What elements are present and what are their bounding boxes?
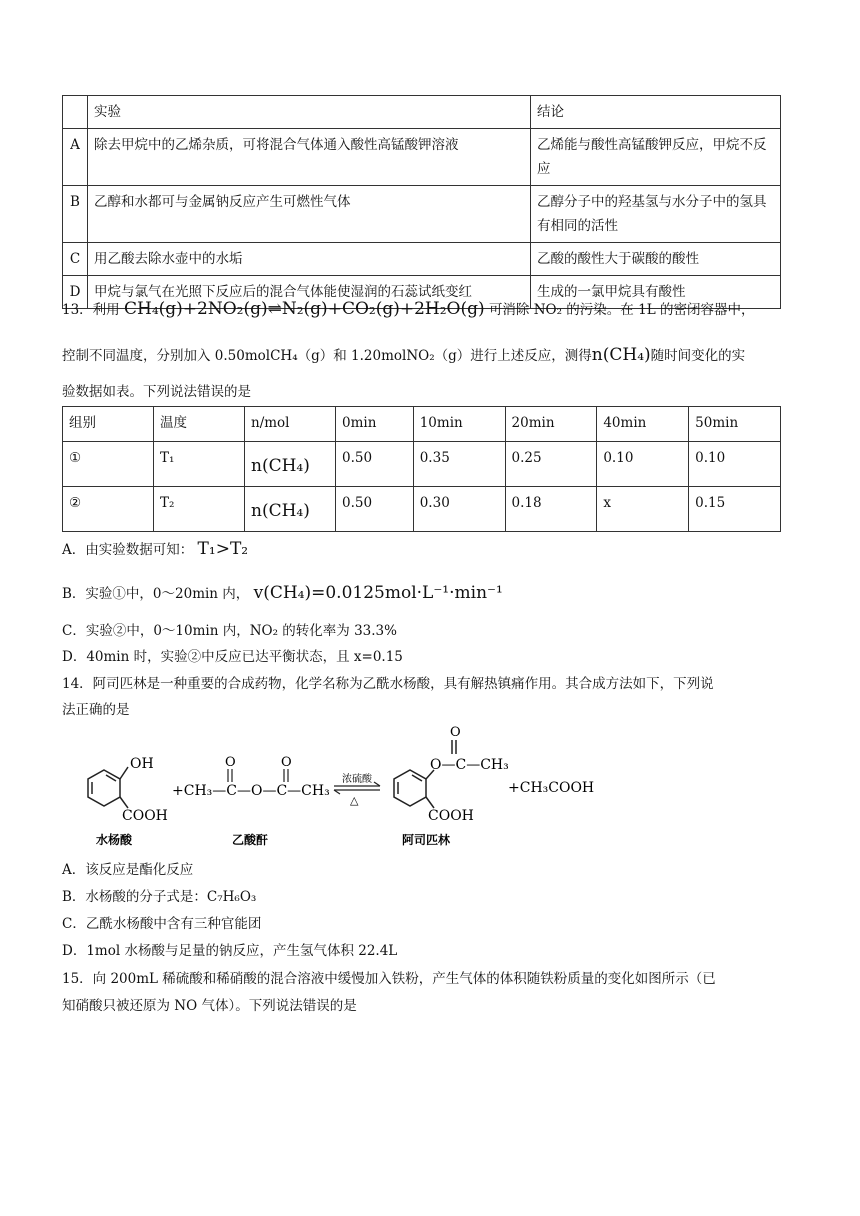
table-header-row [63,407,781,442]
header-cell: 50min [689,407,781,442]
q14-option-c: C．乙酰水杨酸中含有三种官能团 [62,916,262,932]
q14-option-a: A．该反应是酯化反应 [62,862,194,878]
cell: n(CH₄) [245,442,336,487]
cooh-label-1: COOH [122,808,168,824]
cell: 0.35 [413,442,505,487]
cell: x [597,487,689,532]
name-aspirin: 阿司匹林 [402,833,451,847]
q13-option-a [62,538,248,561]
cell: T₁ [154,442,245,487]
option-a-math: T₁>T₂ [197,539,249,559]
salicylic-acid-structure [88,767,128,808]
cell: 0.10 [689,442,781,487]
header-label [63,96,88,129]
anhydride-formula: +CH₃—C—O—C—CH₃ [172,783,330,799]
name-acetic-anhydride: 乙酸酐 [232,833,269,847]
data-table [62,406,781,532]
header-conclusion: 结论 [531,96,781,129]
aspirin-structure [394,740,456,808]
option-b-math: v(CH₄)=0.0125mol·L⁻¹·min⁻¹ [253,583,503,603]
cell: 0.30 [413,487,505,532]
header-cell: 10min [413,407,505,442]
header-cell: 组别 [63,407,154,442]
row-conclusion: 乙醇分子中的羟基氢与水分子中的氢具有相同的活性 [531,186,781,243]
q14-line2: 法正确的是 [62,702,130,718]
q13-option-d: D．40min 时，实验②中反应已达平衡状态，且 x=0.15 [62,649,403,665]
table-row [63,487,781,532]
cell: 0.50 [336,442,414,487]
q13-equation: CH₄(g)+2NO₂(g)⇌N₂(g)+CO₂(g)+2H₂O(g) [123,299,485,319]
carbonyl-o-3: O [450,725,461,740]
reaction-scheme [62,722,622,852]
header-cell: 0min [336,407,414,442]
carbonyl-o-2: O [281,755,292,770]
q13-tail: 可消除 NO₂ 的污染。在 1L 的密闭容器中， [488,302,755,318]
q13-line2-tail: 随时间变化的实 [650,348,746,364]
row-experiment: 乙醇和水都可与金属钠反应产生可燃性气体 [88,186,531,243]
catalyst-label: 浓硫酸 [342,774,372,785]
q13-option-c: C．实验②中，0～10min 内，NO₂ 的转化率为 33.3% [62,623,397,639]
cooh-label-2: COOH [428,808,474,824]
cell: 0.50 [336,487,414,532]
cell: ② [63,487,154,532]
table-row [63,442,781,487]
row-label: B [63,186,88,243]
row-experiment: 除去甲烷中的乙烯杂质，可将混合气体通入酸性高锰酸钾溶液 [88,129,531,186]
table-row [63,129,781,186]
header-experiment: 实验 [88,96,531,129]
heat-symbol: △ [350,794,359,807]
row-conclusion: 乙酸的酸性大于碳酸的酸性 [531,243,781,276]
q15-line1: 15．向 200mL 稀硫酸和稀硝酸的混合溶液中缓慢加入铁粉，产生气体的体积随铁粉质量的变化如图所示（已 [62,971,716,987]
q13-line2 [62,344,745,367]
cell: ① [63,442,154,487]
q13-line2-text: 控制不同温度，分别加入 0.50molCH₄（g）和 1.20molNO₂（g）进行上述反应，测得 [62,348,592,364]
q13-number: 13．利用 [62,302,120,318]
q13-line1 [62,298,754,321]
header-cell: 温度 [154,407,245,442]
option-b-text: B．实验①中，0～20min 内， [62,586,250,602]
row-label: D [63,276,88,309]
header-cell: 40min [597,407,689,442]
row-label: C [63,243,88,276]
double-bonds [228,769,288,782]
table-header-row [63,96,781,129]
cell: 0.25 [505,442,597,487]
experiment-table [62,95,781,309]
row-label: A [63,129,88,186]
carbonyl-o-1: O [225,755,236,770]
q14-option-b: B．水杨酸的分子式是：C₇H₆O₃ [62,889,257,905]
ester-group: O—C—CH₃ [430,757,509,773]
q15-line2: 知硝酸只被还原为 NO 气体）。下列说法错误的是 [62,998,357,1014]
row-conclusion: 生成的一氯甲烷具有酸性 [531,276,781,309]
cell: n(CH₄) [245,487,336,532]
option-a-text: A．由实验数据可知： [62,542,194,558]
q14-line1: 14．阿司匹林是一种重要的合成药物，化学名称为乙酰水杨酸，具有解热镇痛作用。其合成方法如下，下列说 [62,676,714,692]
cell: T₂ [154,487,245,532]
table-row [63,243,781,276]
cell: 0.18 [505,487,597,532]
header-cell: n/mol [245,407,336,442]
name-salicylic-acid: 水杨酸 [96,833,133,847]
oh-label: OH [130,756,154,772]
reaction-scheme-svg [62,722,622,852]
acetic-acid-product: +CH₃COOH [508,780,595,796]
header-cell: 20min [505,407,597,442]
row-experiment: 用乙酸去除水壶中的水垢 [88,243,531,276]
row-experiment: 甲烷与氯气在光照下反应后的混合气体能使湿润的石蕊试纸变红 [88,276,531,309]
q13-line3: 验数据如表。下列说法错误的是 [62,384,251,400]
table-row [63,186,781,243]
q13-nch4: n(CH₄) [591,345,651,365]
q14-option-d: D．1mol 水杨酸与足量的钠反应，产生氢气体积 22.4L [62,943,398,959]
cell: 0.10 [597,442,689,487]
row-conclusion: 乙烯能与酸性高锰酸钾反应，甲烷不反应 [531,129,781,186]
q13-option-b [62,582,503,605]
cell: 0.15 [689,487,781,532]
